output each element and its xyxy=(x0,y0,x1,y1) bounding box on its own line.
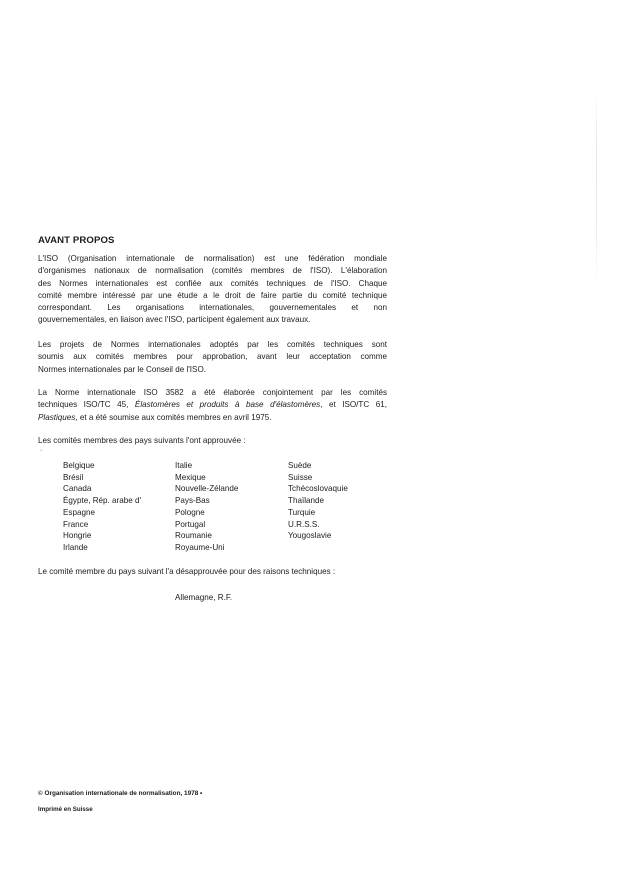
printed-in-notice: Imprimé en Suisse xyxy=(38,806,93,813)
text-segment: techniques ISO/TC 45, xyxy=(38,400,135,410)
country-item: Suède xyxy=(288,461,312,470)
approval-intro xyxy=(38,435,368,447)
disapproval-intro xyxy=(38,566,388,578)
text-line: d'organismes nationaux de normalisation (comités membres de l'ISO). L'élaboration xyxy=(38,266,387,276)
country-item: Mexique xyxy=(175,472,206,482)
text-line: Normes internationales par le Conseil de l'ISO. xyxy=(38,364,206,374)
section-heading: AVANT PROPOS xyxy=(38,235,115,246)
approving-countries-column-3 xyxy=(288,460,348,542)
text-line: Le comité membre du pays suivant l'a désapprouvée pour des raisons techniques : xyxy=(38,567,336,576)
stray-mark: · xyxy=(40,447,43,454)
paragraph-draft-standards xyxy=(38,339,387,376)
country-item: Pays-Bas xyxy=(175,496,210,506)
country-item: Espagne xyxy=(63,507,95,517)
country-item: France xyxy=(63,519,89,529)
text-line xyxy=(38,412,387,424)
committee-title-italic: Plastiques xyxy=(38,412,76,422)
country-item: Italie xyxy=(175,461,193,470)
text-segment: , et a été soumise aux comités membres en avril 1975. xyxy=(75,412,272,422)
country-item: Suisse xyxy=(288,472,313,482)
approving-countries-column-1 xyxy=(63,460,141,554)
country-item: Égypte, Rép. arabe d' xyxy=(63,496,142,506)
paragraph-iso-intro xyxy=(38,253,387,327)
country-item: Royaume-Uni xyxy=(175,542,225,552)
text-line xyxy=(38,399,387,411)
copyright-notice: © Organisation internationale de normalisation, 1978 • xyxy=(38,790,203,797)
country-item: Turquie xyxy=(288,507,316,517)
country-item: Roumanie xyxy=(175,531,212,541)
country-item: Thaïlande xyxy=(288,496,324,506)
committee-title-italic: Élastomères et produits à base d'élastomères xyxy=(134,400,321,410)
text-segment: , et ISO/TC 61, xyxy=(320,400,387,410)
country-item: Hongrie xyxy=(63,531,92,541)
country-item: Belgique xyxy=(63,461,95,470)
text-line: des Normes internationales est confiée aux comités techniques de l'ISO. Chaque xyxy=(38,278,387,288)
text-line: Les projets de Normes internationales adoptés par les comités techniques sont xyxy=(38,340,387,349)
country-item: Tchécoslovaquie xyxy=(288,484,348,494)
country-item: Portugal xyxy=(175,519,206,529)
scan-edge-line xyxy=(596,90,597,290)
paragraph-iso-3582 xyxy=(38,387,387,424)
country-item: Irlande xyxy=(63,542,88,552)
text-line: correspondant. Les organisations internationales, gouvernementales et non xyxy=(38,303,387,313)
country-item: Pologne xyxy=(175,507,205,517)
country-item: Yougoslavie xyxy=(288,531,332,541)
country-item: Nouvelle-Zélande xyxy=(175,484,239,494)
text-line: gouvernementales, en liaison avec l'ISO, participent également aux travaux. xyxy=(38,315,311,325)
disapproving-country: Allemagne, R.F. xyxy=(175,593,233,602)
text-line: La Norme internationale ISO 3582 a été élaborée conjointement par les comités xyxy=(38,388,387,397)
country-item: Brésil xyxy=(63,472,84,482)
text-line: L'ISO (Organisation internationale de normalisation) est une fédération mondiale xyxy=(38,254,387,263)
text-line: soumis aux comités membres pour approbation, avant leur acceptation comme xyxy=(38,352,387,362)
text-line: comité membre intéressé par une étude a le droit de faire partie du comité technique xyxy=(38,290,387,300)
country-item: Canada xyxy=(63,484,92,494)
country-item: U.R.S.S. xyxy=(288,519,320,529)
approving-countries-column-2 xyxy=(175,460,238,554)
text-line: Les comités membres des pays suivants l'ont approuvée : xyxy=(38,436,246,445)
